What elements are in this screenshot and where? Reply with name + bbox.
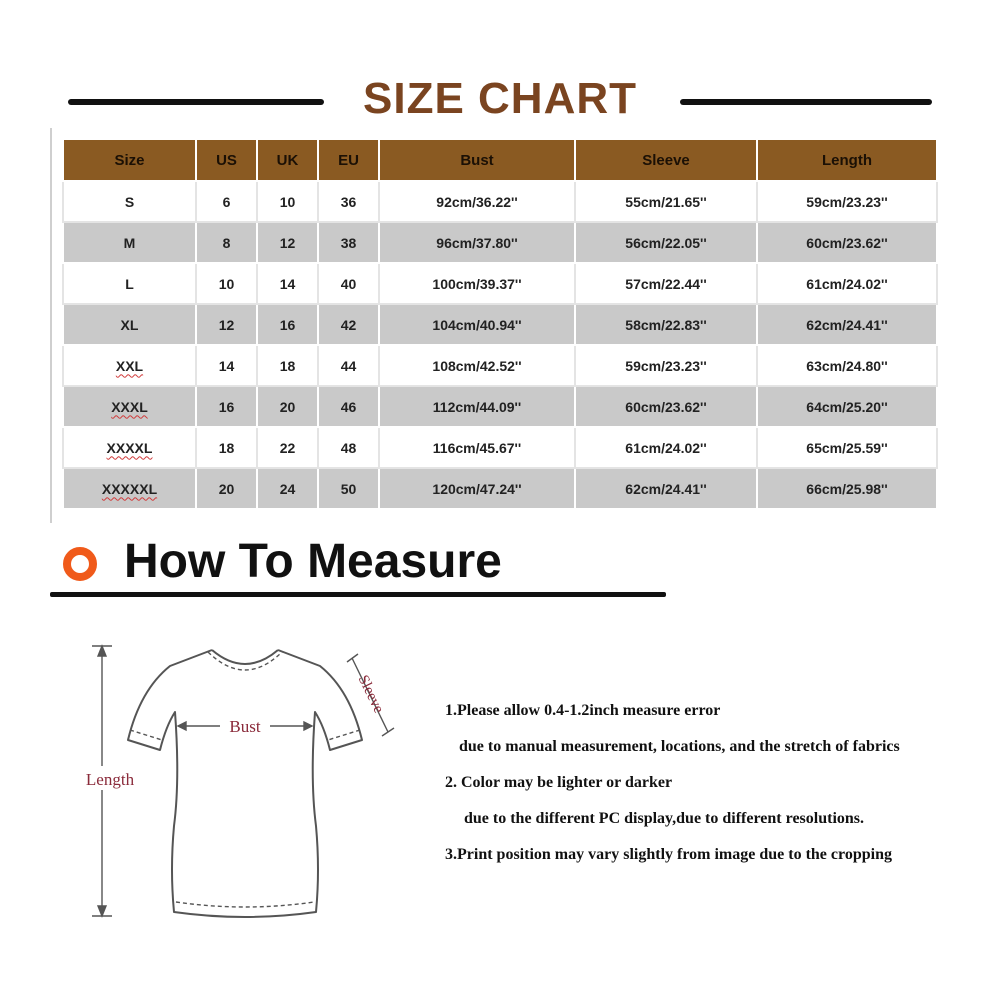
cell-uk: 22 xyxy=(257,427,318,468)
cell-uk: 24 xyxy=(257,468,318,509)
cell-size xyxy=(63,427,196,468)
cell-bust: 96cm/37.80'' xyxy=(379,222,575,263)
cell-eu: 44 xyxy=(318,345,379,386)
cell-sleeve: 62cm/24.41'' xyxy=(575,468,757,509)
table-row xyxy=(63,468,937,509)
cell-eu: 38 xyxy=(318,222,379,263)
header-bust: Bust xyxy=(379,139,575,181)
cell-length: 64cm/25.20'' xyxy=(757,386,937,427)
table-row xyxy=(63,181,937,222)
title-line-left xyxy=(68,99,324,105)
header-uk: UK xyxy=(257,139,318,181)
title-line-right xyxy=(680,99,932,105)
size-chart-table xyxy=(62,138,938,510)
cell-us: 6 xyxy=(196,181,257,222)
cell-us: 10 xyxy=(196,263,257,304)
cell-us: 12 xyxy=(196,304,257,345)
cell-sleeve: 60cm/23.62'' xyxy=(575,386,757,427)
table-row xyxy=(63,427,937,468)
cell-size xyxy=(63,345,196,386)
table-header-row xyxy=(63,139,937,181)
cell-sleeve: 58cm/22.83'' xyxy=(575,304,757,345)
cell-size: M xyxy=(63,222,196,263)
measure-underline xyxy=(50,592,666,597)
cell-uk: 18 xyxy=(257,345,318,386)
cell-bust: 116cm/45.67'' xyxy=(379,427,575,468)
note-1-detail: due to manual measurement, locations, and the stretch of fabrics xyxy=(459,738,900,755)
cell-sleeve: 61cm/24.02'' xyxy=(575,427,757,468)
cell-size: XL xyxy=(63,304,196,345)
cell-eu: 36 xyxy=(318,181,379,222)
cell-size xyxy=(63,386,196,427)
cell-uk: 12 xyxy=(257,222,318,263)
cell-eu: 48 xyxy=(318,427,379,468)
cell-eu: 40 xyxy=(318,263,379,304)
size-label: XXXXL xyxy=(106,439,153,456)
cell-size: L xyxy=(63,263,196,304)
measure-title: How To Measure xyxy=(124,535,502,588)
cell-uk: 10 xyxy=(257,181,318,222)
cell-us: 16 xyxy=(196,386,257,427)
orange-ring-bullet-icon xyxy=(62,546,98,582)
cell-size: S xyxy=(63,181,196,222)
cell-sleeve: 59cm/23.23'' xyxy=(575,345,757,386)
length-label: Length xyxy=(85,770,135,789)
cell-bust: 92cm/36.22'' xyxy=(379,181,575,222)
table-row xyxy=(63,304,937,345)
bust-label: Bust xyxy=(229,717,261,736)
cell-bust: 120cm/47.24'' xyxy=(379,468,575,509)
cell-length: 59cm/23.23'' xyxy=(757,181,937,222)
header-sleeve: Sleeve xyxy=(575,139,757,181)
tshirt-outline-icon xyxy=(128,650,362,917)
cell-bust: 108cm/42.52'' xyxy=(379,345,575,386)
cell-bust: 100cm/39.37'' xyxy=(379,263,575,304)
cell-sleeve: 56cm/22.05'' xyxy=(575,222,757,263)
header-eu: EU xyxy=(318,139,379,181)
cell-length: 63cm/24.80'' xyxy=(757,345,937,386)
sleeve-label: Sleeve xyxy=(354,672,387,716)
tshirt-measure-diagram xyxy=(70,630,410,930)
note-1: 1.Please allow 0.4-1.2inch measure error xyxy=(445,702,721,719)
cell-eu: 46 xyxy=(318,386,379,427)
cell-length: 66cm/25.98'' xyxy=(757,468,937,509)
size-label: XXXL xyxy=(111,398,148,415)
cell-eu: 42 xyxy=(318,304,379,345)
table-row xyxy=(63,263,937,304)
cell-sleeve: 55cm/21.65'' xyxy=(575,181,757,222)
note-2: 2. Color may be lighter or darker xyxy=(445,774,673,791)
table-row xyxy=(63,386,937,427)
cell-us: 8 xyxy=(196,222,257,263)
header-length: Length xyxy=(757,139,937,181)
cell-us: 20 xyxy=(196,468,257,509)
cell-bust: 112cm/44.09'' xyxy=(379,386,575,427)
cell-length: 61cm/24.02'' xyxy=(757,263,937,304)
cell-us: 18 xyxy=(196,427,257,468)
cell-us: 14 xyxy=(196,345,257,386)
size-label: XXL xyxy=(115,357,144,374)
page-title: SIZE CHART xyxy=(363,74,637,123)
table-row xyxy=(63,345,937,386)
table-side-rule xyxy=(50,128,52,523)
header-size: Size xyxy=(63,139,196,181)
cell-bust: 104cm/40.94'' xyxy=(379,304,575,345)
cell-length: 65cm/25.59'' xyxy=(757,427,937,468)
header-us: US xyxy=(196,139,257,181)
note-2-detail: due to the different PC display,due to different resolutions. xyxy=(464,810,865,827)
cell-uk: 14 xyxy=(257,263,318,304)
cell-eu: 50 xyxy=(318,468,379,509)
table-row xyxy=(63,222,937,263)
size-label: XXXXXL xyxy=(101,480,158,497)
cell-length: 60cm/23.62'' xyxy=(757,222,937,263)
cell-uk: 20 xyxy=(257,386,318,427)
cell-sleeve: 57cm/22.44'' xyxy=(575,263,757,304)
cell-size xyxy=(63,468,196,509)
cell-uk: 16 xyxy=(257,304,318,345)
note-3: 3.Print position may vary slightly from image due to the cropping xyxy=(445,846,892,863)
cell-length: 62cm/24.41'' xyxy=(757,304,937,345)
